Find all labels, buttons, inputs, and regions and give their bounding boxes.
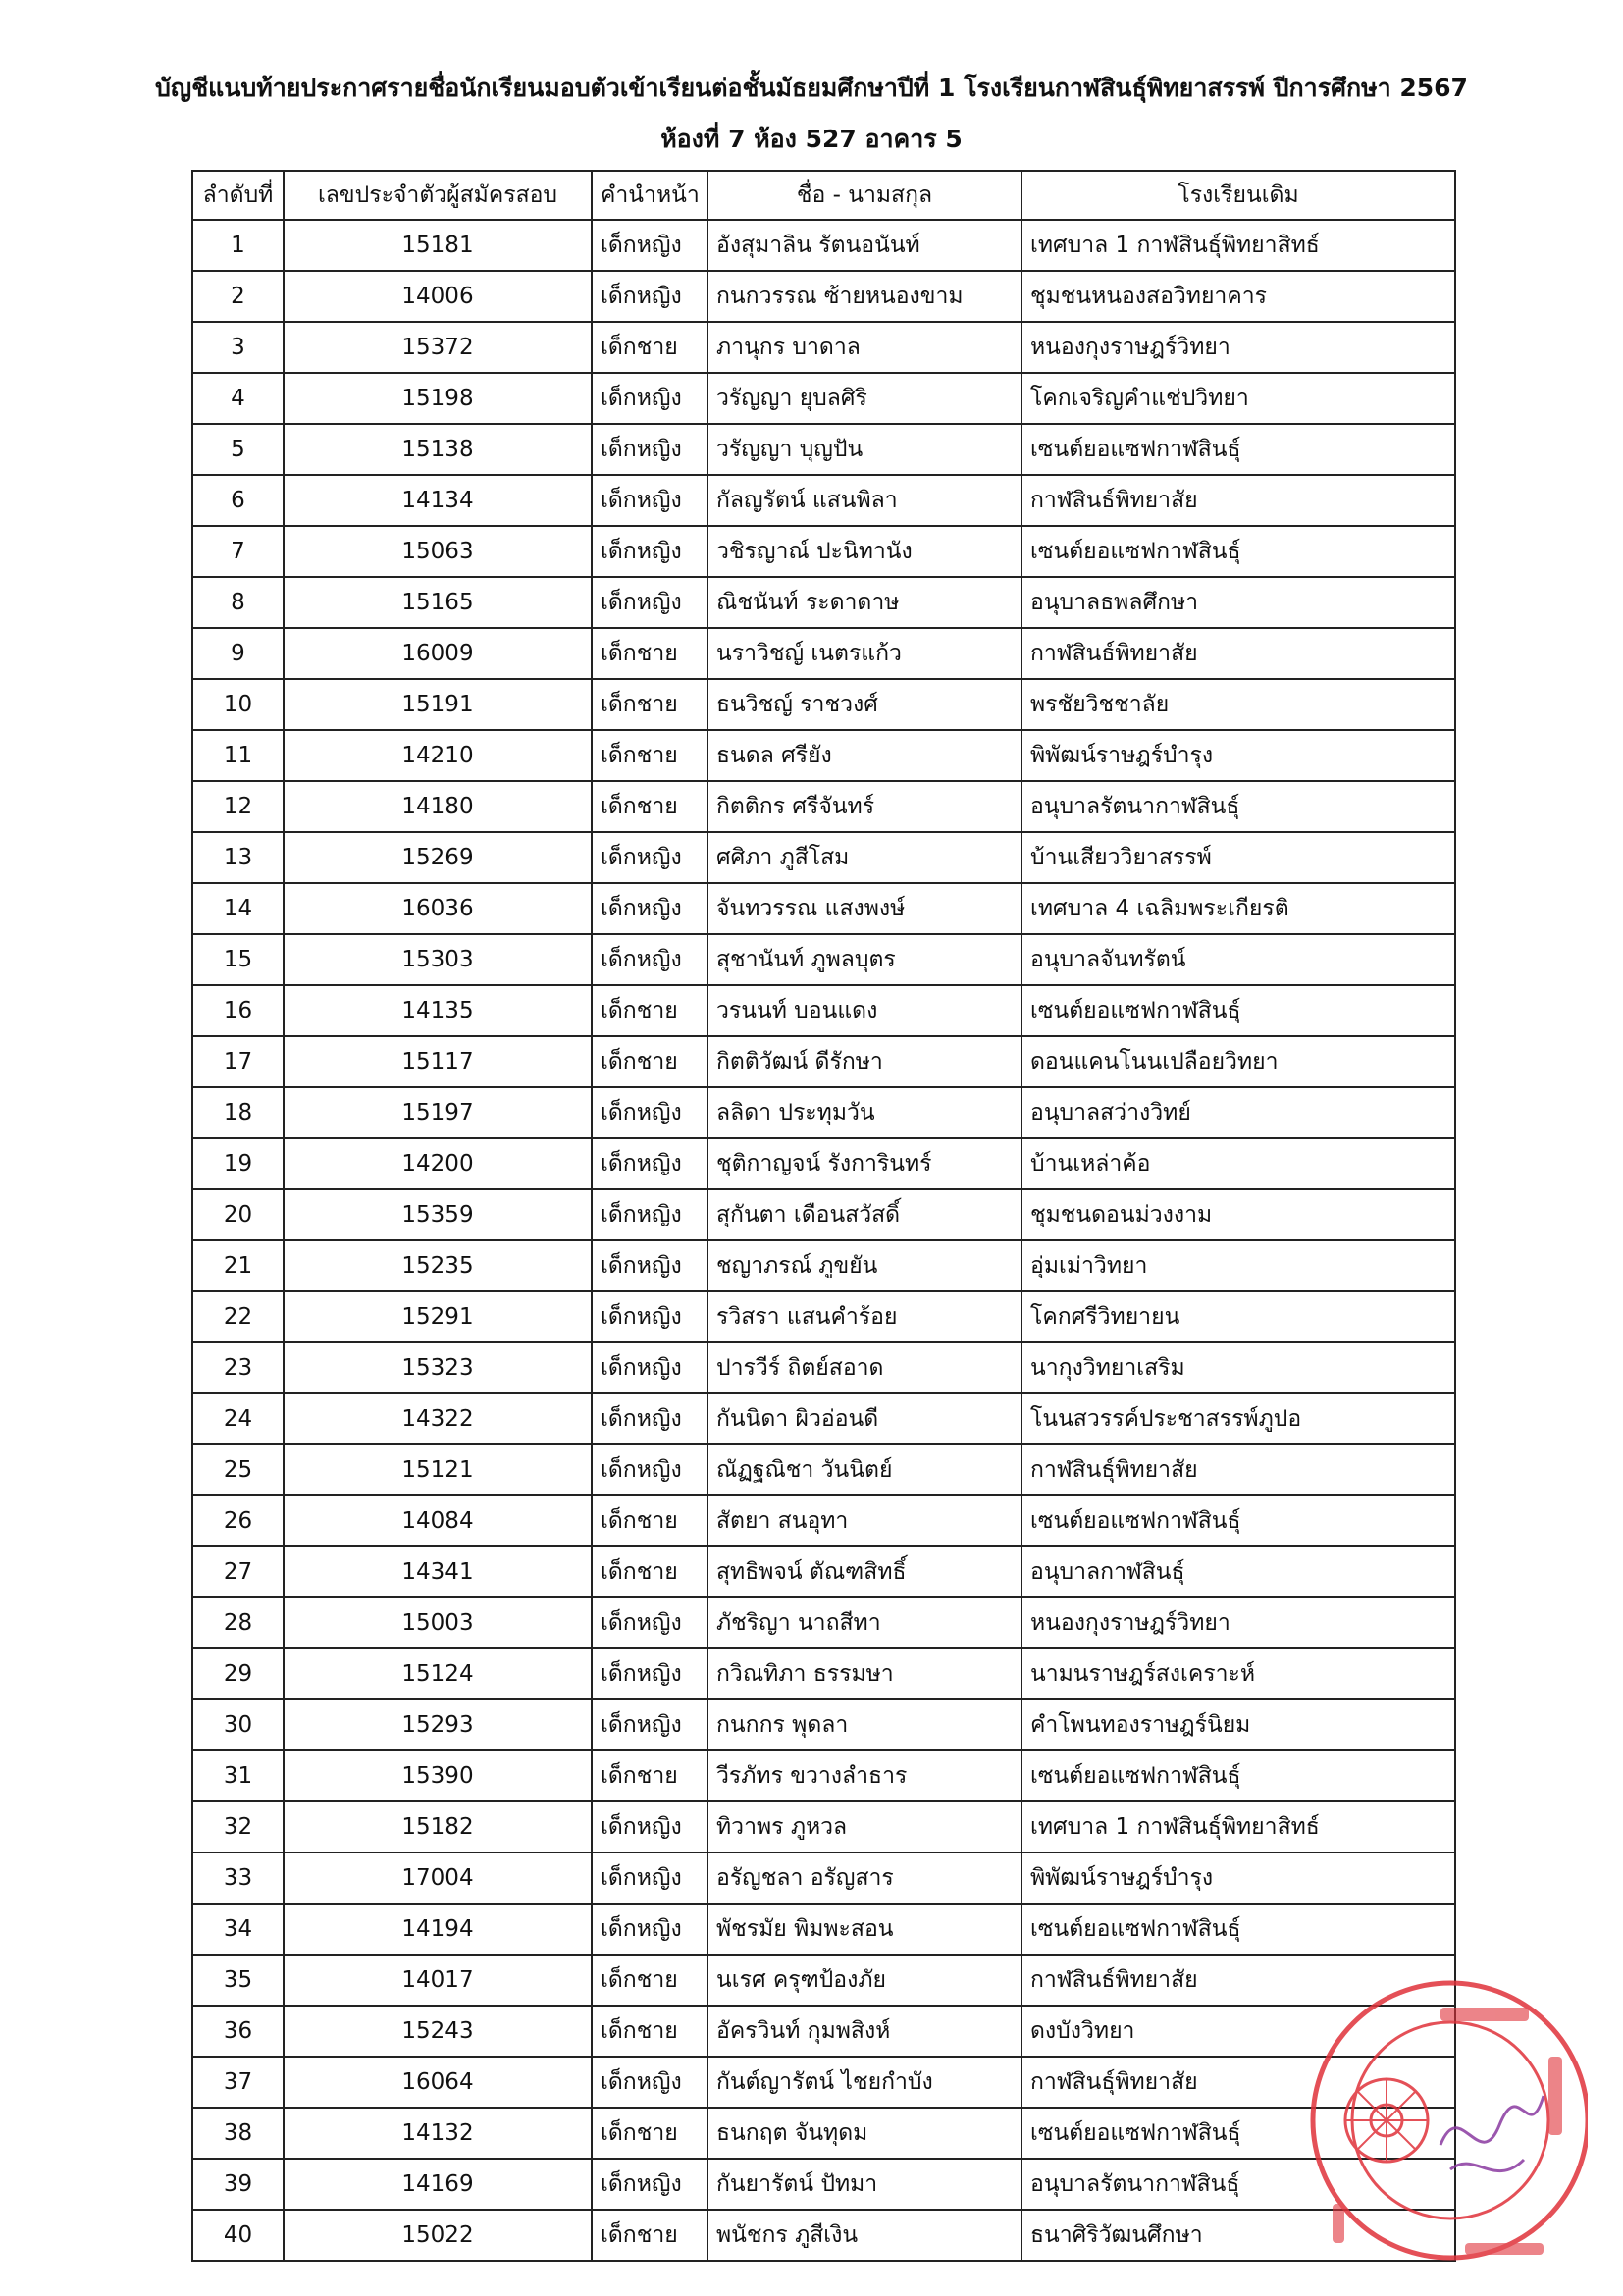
row-full-name: อังสุมาลิน รัตนอนันท์ [707, 220, 1021, 271]
row-previous-school: พรชัยวิชชาลัย [1021, 679, 1455, 730]
row-order: 37 [192, 2057, 284, 2108]
row-full-name: รวิสรา แสนคำร้อย [707, 1291, 1021, 1342]
table-row [192, 373, 1455, 424]
table-row [192, 832, 1455, 883]
row-prefix: เด็กหญิง [592, 1444, 707, 1495]
table-row [192, 475, 1455, 526]
row-previous-school: เซนต์ยอแซฟกาฬสินธุ์ [1021, 2108, 1455, 2159]
row-order: 38 [192, 2108, 284, 2159]
row-previous-school: อนุบาลธพลศึกษา [1021, 577, 1455, 628]
row-full-name: กัลญรัตน์ แสนพิลา [707, 475, 1021, 526]
row-previous-school: เทศบาล 1 กาฬสินธุ์พิทยาสิทธ์ [1021, 1801, 1455, 1852]
row-previous-school: หนองกุงราษฎร์วิทยา [1021, 322, 1455, 373]
table-row [192, 1087, 1455, 1138]
row-full-name: กนกวรรณ ซ้ายหนองขาม [707, 271, 1021, 322]
row-order: 27 [192, 1546, 284, 1597]
table-row [192, 2159, 1455, 2210]
row-previous-school: อนุบาลจันทรัตน์ [1021, 934, 1455, 985]
document-subtitle: ห้องที่ 7 ห้อง 527 อาคาร 5 [660, 125, 963, 153]
row-order: 36 [192, 2006, 284, 2057]
table-row [192, 220, 1455, 271]
row-prefix: เด็กหญิง [592, 220, 707, 271]
row-previous-school: หนองกุงราษฎร์วิทยา [1021, 1597, 1455, 1648]
row-applicant-id: 14210 [284, 730, 592, 781]
row-applicant-id: 14194 [284, 1904, 592, 1955]
table-row [192, 2006, 1455, 2057]
table-row [192, 1444, 1455, 1495]
row-full-name: ลลิดา ประทุมวัน [707, 1087, 1021, 1138]
row-previous-school: กาฬสินธุ์พิทยาสัย [1021, 1444, 1455, 1495]
row-applicant-id: 15124 [284, 1648, 592, 1699]
row-prefix: เด็กหญิง [592, 1240, 707, 1291]
row-prefix: เด็กหญิง [592, 1801, 707, 1852]
row-order: 10 [192, 679, 284, 730]
row-full-name: นเรศ ครุฑป้องภัย [707, 1955, 1021, 2006]
row-applicant-id: 15198 [284, 373, 592, 424]
row-full-name: อัครวินท์ กุมพสิงห์ [707, 2006, 1021, 2057]
row-applicant-id: 16009 [284, 628, 592, 679]
row-previous-school: คำโพนทองราษฎร์นิยม [1021, 1699, 1455, 1750]
row-order: 28 [192, 1597, 284, 1648]
row-applicant-id: 15359 [284, 1189, 592, 1240]
table-row [192, 1648, 1455, 1699]
row-applicant-id: 15181 [284, 220, 592, 271]
row-full-name: ปารวีร์ ถิตย์สอาด [707, 1342, 1021, 1393]
row-order: 32 [192, 1801, 284, 1852]
table-row [192, 1955, 1455, 2006]
row-prefix: เด็กชาย [592, 781, 707, 832]
row-full-name: กิตติกร ศรีจันทร์ [707, 781, 1021, 832]
row-previous-school: นามนราษฎร์สงเคราะห์ [1021, 1648, 1455, 1699]
row-previous-school: อนุบาลกาฬสินธุ์ [1021, 1546, 1455, 1597]
row-full-name: วีรภัทร ขวางลำธาร [707, 1750, 1021, 1801]
row-applicant-id: 15291 [284, 1291, 592, 1342]
row-prefix: เด็กชาย [592, 322, 707, 373]
row-previous-school: นากุงวิทยาเสริม [1021, 1342, 1455, 1393]
row-full-name: กิตติวัฒน์ ดีรักษา [707, 1036, 1021, 1087]
row-previous-school: โคกเจริญคำแช่ปวิทยา [1021, 373, 1455, 424]
row-order: 16 [192, 985, 284, 1036]
row-full-name: ธนวิชญ์ ราชวงศ์ [707, 679, 1021, 730]
row-prefix: เด็กหญิง [592, 1852, 707, 1904]
row-order: 20 [192, 1189, 284, 1240]
row-previous-school: ธนาศิริวัฒนศึกษา [1021, 2210, 1455, 2261]
row-prefix: เด็กชาย [592, 1546, 707, 1597]
table-row [192, 2210, 1455, 2261]
row-order: 6 [192, 475, 284, 526]
row-order: 2 [192, 271, 284, 322]
row-full-name: กันยารัตน์ ปัทมา [707, 2159, 1021, 2210]
row-applicant-id: 17004 [284, 1852, 592, 1904]
row-full-name: วชิรญาณ์ ปะนิทานัง [707, 526, 1021, 577]
row-order: 40 [192, 2210, 284, 2261]
table-row [192, 1342, 1455, 1393]
row-full-name: วรัญญา ยุบลศิริ [707, 373, 1021, 424]
document-title: บัญชีแนบท้ายประกาศรายชื่อนักเรียนมอบตัวเข้าเรียนต่อชั้นมัธยมศึกษาปีที่ 1 โรงเรียนกาฬสินธุ์พิทยาสรรพ์ ปีการศึกษา 2567 [155, 74, 1468, 102]
row-applicant-id: 14169 [284, 2159, 592, 2210]
row-full-name: อรัญชลา อรัญสาร [707, 1852, 1021, 1904]
row-order: 14 [192, 883, 284, 934]
row-previous-school: อนุบาลรัตนากาฬสินธุ์ [1021, 781, 1455, 832]
row-order: 26 [192, 1495, 284, 1546]
row-previous-school: เซนต์ยอแซฟกาฬสินธุ์ [1021, 526, 1455, 577]
row-prefix: เด็กชาย [592, 1036, 707, 1087]
row-previous-school: อนุบาลสว่างวิทย์ [1021, 1087, 1455, 1138]
row-prefix: เด็กหญิง [592, 1138, 707, 1189]
table-row [192, 1036, 1455, 1087]
header-prefix: คำนำหน้า [592, 171, 707, 220]
table-row [192, 1699, 1455, 1750]
row-order: 33 [192, 1852, 284, 1904]
row-full-name: สุชานันท์ ภูพลบุตร [707, 934, 1021, 985]
row-applicant-id: 15372 [284, 322, 592, 373]
row-full-name: ภานุกร บาดาล [707, 322, 1021, 373]
row-previous-school: บ้านเหล่าค้อ [1021, 1138, 1455, 1189]
row-previous-school: เทศบาล 1 กาฬสินธุ์พิทยาสิทธ์ [1021, 220, 1455, 271]
row-applicant-id: 14200 [284, 1138, 592, 1189]
row-applicant-id: 15117 [284, 1036, 592, 1087]
row-full-name: กนกกร พุดลา [707, 1699, 1021, 1750]
row-full-name: พัชรมัย พิมพะสอน [707, 1904, 1021, 1955]
table-row [192, 781, 1455, 832]
row-order: 35 [192, 1955, 284, 2006]
row-applicant-id: 14341 [284, 1546, 592, 1597]
row-previous-school: ชุมชนหนองสอวิทยาคาร [1021, 271, 1455, 322]
row-applicant-id: 15063 [284, 526, 592, 577]
row-previous-school: พิพัฒน์ราษฎร์บำรุง [1021, 1852, 1455, 1904]
table-row [192, 1291, 1455, 1342]
row-prefix: เด็กชาย [592, 2108, 707, 2159]
student-roster-table [191, 170, 1456, 2262]
row-prefix: เด็กชาย [592, 1750, 707, 1801]
row-applicant-id: 15121 [284, 1444, 592, 1495]
table-row [192, 628, 1455, 679]
row-prefix: เด็กหญิง [592, 832, 707, 883]
row-previous-school: เทศบาล 4 เฉลิมพระเกียรติ [1021, 883, 1455, 934]
row-prefix: เด็กหญิง [592, 1291, 707, 1342]
table-row [192, 730, 1455, 781]
row-full-name: ทิวาพร ภูหวล [707, 1801, 1021, 1852]
header-full-name: ชื่อ - นามสกุล [707, 171, 1021, 220]
row-full-name: กวิณทิภา ธรรมษา [707, 1648, 1021, 1699]
row-prefix: เด็กหญิง [592, 526, 707, 577]
table-row [192, 526, 1455, 577]
row-previous-school: เซนต์ยอแซฟกาฬสินธุ์ [1021, 1904, 1455, 1955]
row-prefix: เด็กหญิง [592, 2159, 707, 2210]
table-row [192, 1801, 1455, 1852]
row-prefix: เด็กหญิง [592, 1087, 707, 1138]
row-prefix: เด็กหญิง [592, 1699, 707, 1750]
table-row [192, 1138, 1455, 1189]
row-full-name: ศศิภา ภูสีโสม [707, 832, 1021, 883]
row-full-name: ภัชริญา นาถสีทา [707, 1597, 1021, 1648]
row-order: 23 [192, 1342, 284, 1393]
row-prefix: เด็กหญิง [592, 475, 707, 526]
row-full-name: ธนดล ศรียัง [707, 730, 1021, 781]
row-order: 13 [192, 832, 284, 883]
row-full-name: ณิชนันท์ ระดาดาษ [707, 577, 1021, 628]
table-row [192, 424, 1455, 475]
row-applicant-id: 15323 [284, 1342, 592, 1393]
row-order: 15 [192, 934, 284, 985]
row-full-name: กันต์ญารัตน์ ไชยกำบัง [707, 2057, 1021, 2108]
row-previous-school: เซนต์ยอแซฟกาฬสินธุ์ [1021, 1495, 1455, 1546]
table-row [192, 1597, 1455, 1648]
row-order: 21 [192, 1240, 284, 1291]
row-prefix: เด็กชาย [592, 730, 707, 781]
row-applicant-id: 14006 [284, 271, 592, 322]
table-row [192, 934, 1455, 985]
row-full-name: จันทวรรณ แสงพงษ์ [707, 883, 1021, 934]
row-applicant-id: 15182 [284, 1801, 592, 1852]
row-prefix: เด็กหญิง [592, 1393, 707, 1444]
row-full-name: พนัชกร ภูสีเงิน [707, 2210, 1021, 2261]
table-row [192, 2057, 1455, 2108]
row-order: 9 [192, 628, 284, 679]
row-previous-school: ชุมชนดอนม่วงงาม [1021, 1189, 1455, 1240]
row-prefix: เด็กหญิง [592, 1597, 707, 1648]
row-full-name: สุทธิพจน์ ตัณฑสิทธิ์ [707, 1546, 1021, 1597]
row-order: 24 [192, 1393, 284, 1444]
row-previous-school: พิพัฒน์ราษฎร์บำรุง [1021, 730, 1455, 781]
row-applicant-id: 14135 [284, 985, 592, 1036]
row-order: 1 [192, 220, 284, 271]
table-row [192, 679, 1455, 730]
row-prefix: เด็กหญิง [592, 577, 707, 628]
table-row [192, 1393, 1455, 1444]
row-previous-school: บ้านเสียววิยาสรรพ์ [1021, 832, 1455, 883]
table-row [192, 883, 1455, 934]
row-applicant-id: 15269 [284, 832, 592, 883]
table-row [192, 1852, 1455, 1904]
row-prefix: เด็กหญิง [592, 271, 707, 322]
row-applicant-id: 14017 [284, 1955, 592, 2006]
row-applicant-id: 15138 [284, 424, 592, 475]
row-previous-school: อุ่มเม่าวิทยา [1021, 1240, 1455, 1291]
row-full-name: ชุติกาญจน์ รังการินทร์ [707, 1138, 1021, 1189]
table-row [192, 1240, 1455, 1291]
row-applicant-id: 15022 [284, 2210, 592, 2261]
row-order: 29 [192, 1648, 284, 1699]
row-applicant-id: 15197 [284, 1087, 592, 1138]
row-full-name: กันนิดา ผิวอ่อนดี [707, 1393, 1021, 1444]
row-full-name: วรัญญา บุญปัน [707, 424, 1021, 475]
row-applicant-id: 16064 [284, 2057, 592, 2108]
row-previous-school: ดอนแคนโนนเปลือยวิทยา [1021, 1036, 1455, 1087]
row-order: 18 [192, 1087, 284, 1138]
row-previous-school: เซนต์ยอแซฟกาฬสินธุ์ [1021, 1750, 1455, 1801]
row-order: 5 [192, 424, 284, 475]
row-order: 22 [192, 1291, 284, 1342]
row-full-name: ชญาภรณ์ ภูขยัน [707, 1240, 1021, 1291]
row-applicant-id: 15191 [284, 679, 592, 730]
row-previous-school: อนุบาลรัตนากาฬสินธุ์ [1021, 2159, 1455, 2210]
row-applicant-id: 15235 [284, 1240, 592, 1291]
row-order: 7 [192, 526, 284, 577]
row-prefix: เด็กหญิง [592, 2057, 707, 2108]
row-prefix: เด็กหญิง [592, 1648, 707, 1699]
row-prefix: เด็กหญิง [592, 883, 707, 934]
row-previous-school: ดงบังวิทยา [1021, 2006, 1455, 2057]
table-body [192, 220, 1455, 2261]
row-applicant-id: 15165 [284, 577, 592, 628]
row-applicant-id: 14084 [284, 1495, 592, 1546]
table-row [192, 1189, 1455, 1240]
row-order: 34 [192, 1904, 284, 1955]
row-order: 3 [192, 322, 284, 373]
row-prefix: เด็กหญิง [592, 373, 707, 424]
row-prefix: เด็กหญิง [592, 424, 707, 475]
row-order: 4 [192, 373, 284, 424]
row-order: 19 [192, 1138, 284, 1189]
row-prefix: เด็กหญิง [592, 1189, 707, 1240]
table-row [192, 1904, 1455, 1955]
row-full-name: นราวิชญ์ เนตรแก้ว [707, 628, 1021, 679]
row-previous-school: โนนสวรรค์ประชาสรรพ์ภูปอ [1021, 1393, 1455, 1444]
row-full-name: วรนนท์ บอนแดง [707, 985, 1021, 1036]
header-order: ลำดับที่ [192, 171, 284, 220]
row-applicant-id: 14132 [284, 2108, 592, 2159]
row-order: 39 [192, 2159, 284, 2210]
row-applicant-id: 15003 [284, 1597, 592, 1648]
row-previous-school: โคกศรีวิทยายน [1021, 1291, 1455, 1342]
table-row [192, 985, 1455, 1036]
table-row [192, 322, 1455, 373]
header-previous-school: โรงเรียนเดิม [1021, 171, 1455, 220]
table-row [192, 1750, 1455, 1801]
row-prefix: เด็กชาย [592, 985, 707, 1036]
table-header-row [192, 171, 1455, 220]
row-prefix: เด็กหญิง [592, 1904, 707, 1955]
row-applicant-id: 15243 [284, 2006, 592, 2057]
row-prefix: เด็กชาย [592, 679, 707, 730]
row-prefix: เด็กหญิง [592, 1342, 707, 1393]
row-applicant-id: 14134 [284, 475, 592, 526]
row-applicant-id: 15390 [284, 1750, 592, 1801]
row-order: 12 [192, 781, 284, 832]
row-prefix: เด็กหญิง [592, 934, 707, 985]
row-previous-school: เซนต์ยอแซฟกาฬสินธุ์ [1021, 985, 1455, 1036]
row-applicant-id: 14322 [284, 1393, 592, 1444]
row-applicant-id: 15293 [284, 1699, 592, 1750]
row-order: 30 [192, 1699, 284, 1750]
table-row [192, 2108, 1455, 2159]
row-prefix: เด็กชาย [592, 1955, 707, 2006]
table-row [192, 271, 1455, 322]
row-order: 25 [192, 1444, 284, 1495]
row-prefix: เด็กชาย [592, 1495, 707, 1546]
row-applicant-id: 14180 [284, 781, 592, 832]
row-full-name: ธนกฤต จันทุดม [707, 2108, 1021, 2159]
table-row [192, 1546, 1455, 1597]
row-previous-school: เซนต์ยอแซฟกาฬสินธุ์ [1021, 424, 1455, 475]
table-row [192, 1495, 1455, 1546]
row-previous-school: กาฬสินธ์พิทยาสัย [1021, 628, 1455, 679]
row-full-name: สุกันตา เดือนสวัสดิ์ [707, 1189, 1021, 1240]
row-prefix: เด็กชาย [592, 2210, 707, 2261]
header-applicant-id: เลขประจำตัวผู้สมัครสอบ [284, 171, 592, 220]
row-order: 31 [192, 1750, 284, 1801]
row-prefix: เด็กชาย [592, 2006, 707, 2057]
row-order: 17 [192, 1036, 284, 1087]
row-order: 8 [192, 577, 284, 628]
row-previous-school: กาฬสินธ์พิทยาสัย [1021, 1955, 1455, 2006]
table-row [192, 577, 1455, 628]
row-full-name: สัตยา สนอุทา [707, 1495, 1021, 1546]
row-applicant-id: 15303 [284, 934, 592, 985]
row-prefix: เด็กชาย [592, 628, 707, 679]
row-previous-school: กาฬสินธ์พิทยาสัย [1021, 475, 1455, 526]
row-applicant-id: 16036 [284, 883, 592, 934]
row-order: 11 [192, 730, 284, 781]
row-full-name: ณัฏฐณิชา วันนิตย์ [707, 1444, 1021, 1495]
row-previous-school: กาฬสินธุ์พิทยาสัย [1021, 2057, 1455, 2108]
